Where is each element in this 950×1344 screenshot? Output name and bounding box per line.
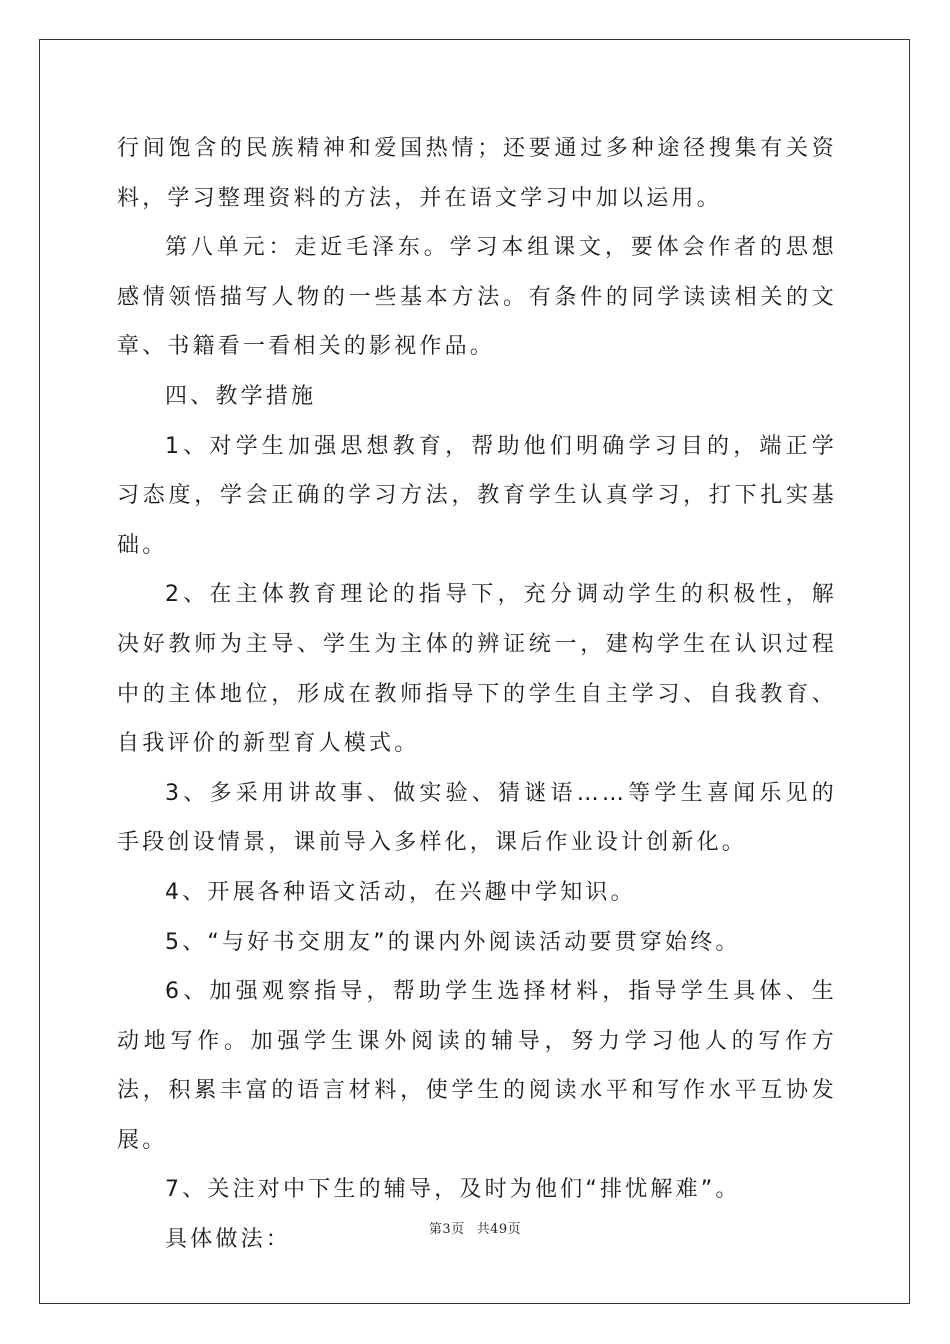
document-body <box>117 124 837 1265</box>
paragraph-2: 第八单元：走近毛泽东。学习本组课文，要体会作者的思想感情领悟描写人物的一些基本方法。有条件的同学读读相关的文章、书籍看一看相关的影视作品。 <box>117 235 837 360</box>
paragraph-measure-5: 5、“与好书交朋友”的课内外阅读活动要贯穿始终。 <box>165 929 741 955</box>
paragraph-measure-6: 6、加强观察指导，帮助学生选择材料，指导学生具体、生动地写作。加强学生课外阅读的辅导，努力学习他人的写作方法，积累丰富的语言材料，使学生的阅读水平和写作水平互协发展。 <box>117 979 837 1153</box>
paragraph-method-heading: 具体做法： <box>165 1227 292 1253</box>
paragraph-measure-1: 1、对学生加强思想教育，帮助他们明确学习目的，端正学习态度，学会正确的学习方法，教育学生认真学习，打下扎实基础。 <box>117 433 837 558</box>
paragraph-measure-3: 3、多采用讲故事、做实验、猜谜语……等学生喜闻乐见的手段创设情景，课前导入多样化，课后作业设计创新化。 <box>117 780 837 856</box>
page-total: 共49页 <box>476 1222 522 1237</box>
page-footer <box>0 1218 950 1237</box>
section-heading: 四、教学措施 <box>165 383 317 409</box>
paragraph-measure-2: 2、在主体教育理论的指导下，充分调动学生的积极性，解决好教师为主导、学生为主体的辨证统一，建构学生在认识过程中的主体地位，形成在教师指导下的学生自主学习、自我教育、自我评价的新型育人模式。 <box>117 582 837 757</box>
page-number: 第3页 <box>428 1222 465 1237</box>
paragraph-1: 行间饱含的民族精神和爱国热情；还要通过多种途径搜集有关资料，学习整理资料的方法，并在语文学习中加以运用。 <box>117 136 837 211</box>
paragraph-measure-4: 4、开展各种语文活动，在兴趣中学知识。 <box>165 879 636 905</box>
paragraph-measure-7: 7、关注对中下生的辅导，及时为他们“排忧解难”。 <box>165 1177 741 1203</box>
